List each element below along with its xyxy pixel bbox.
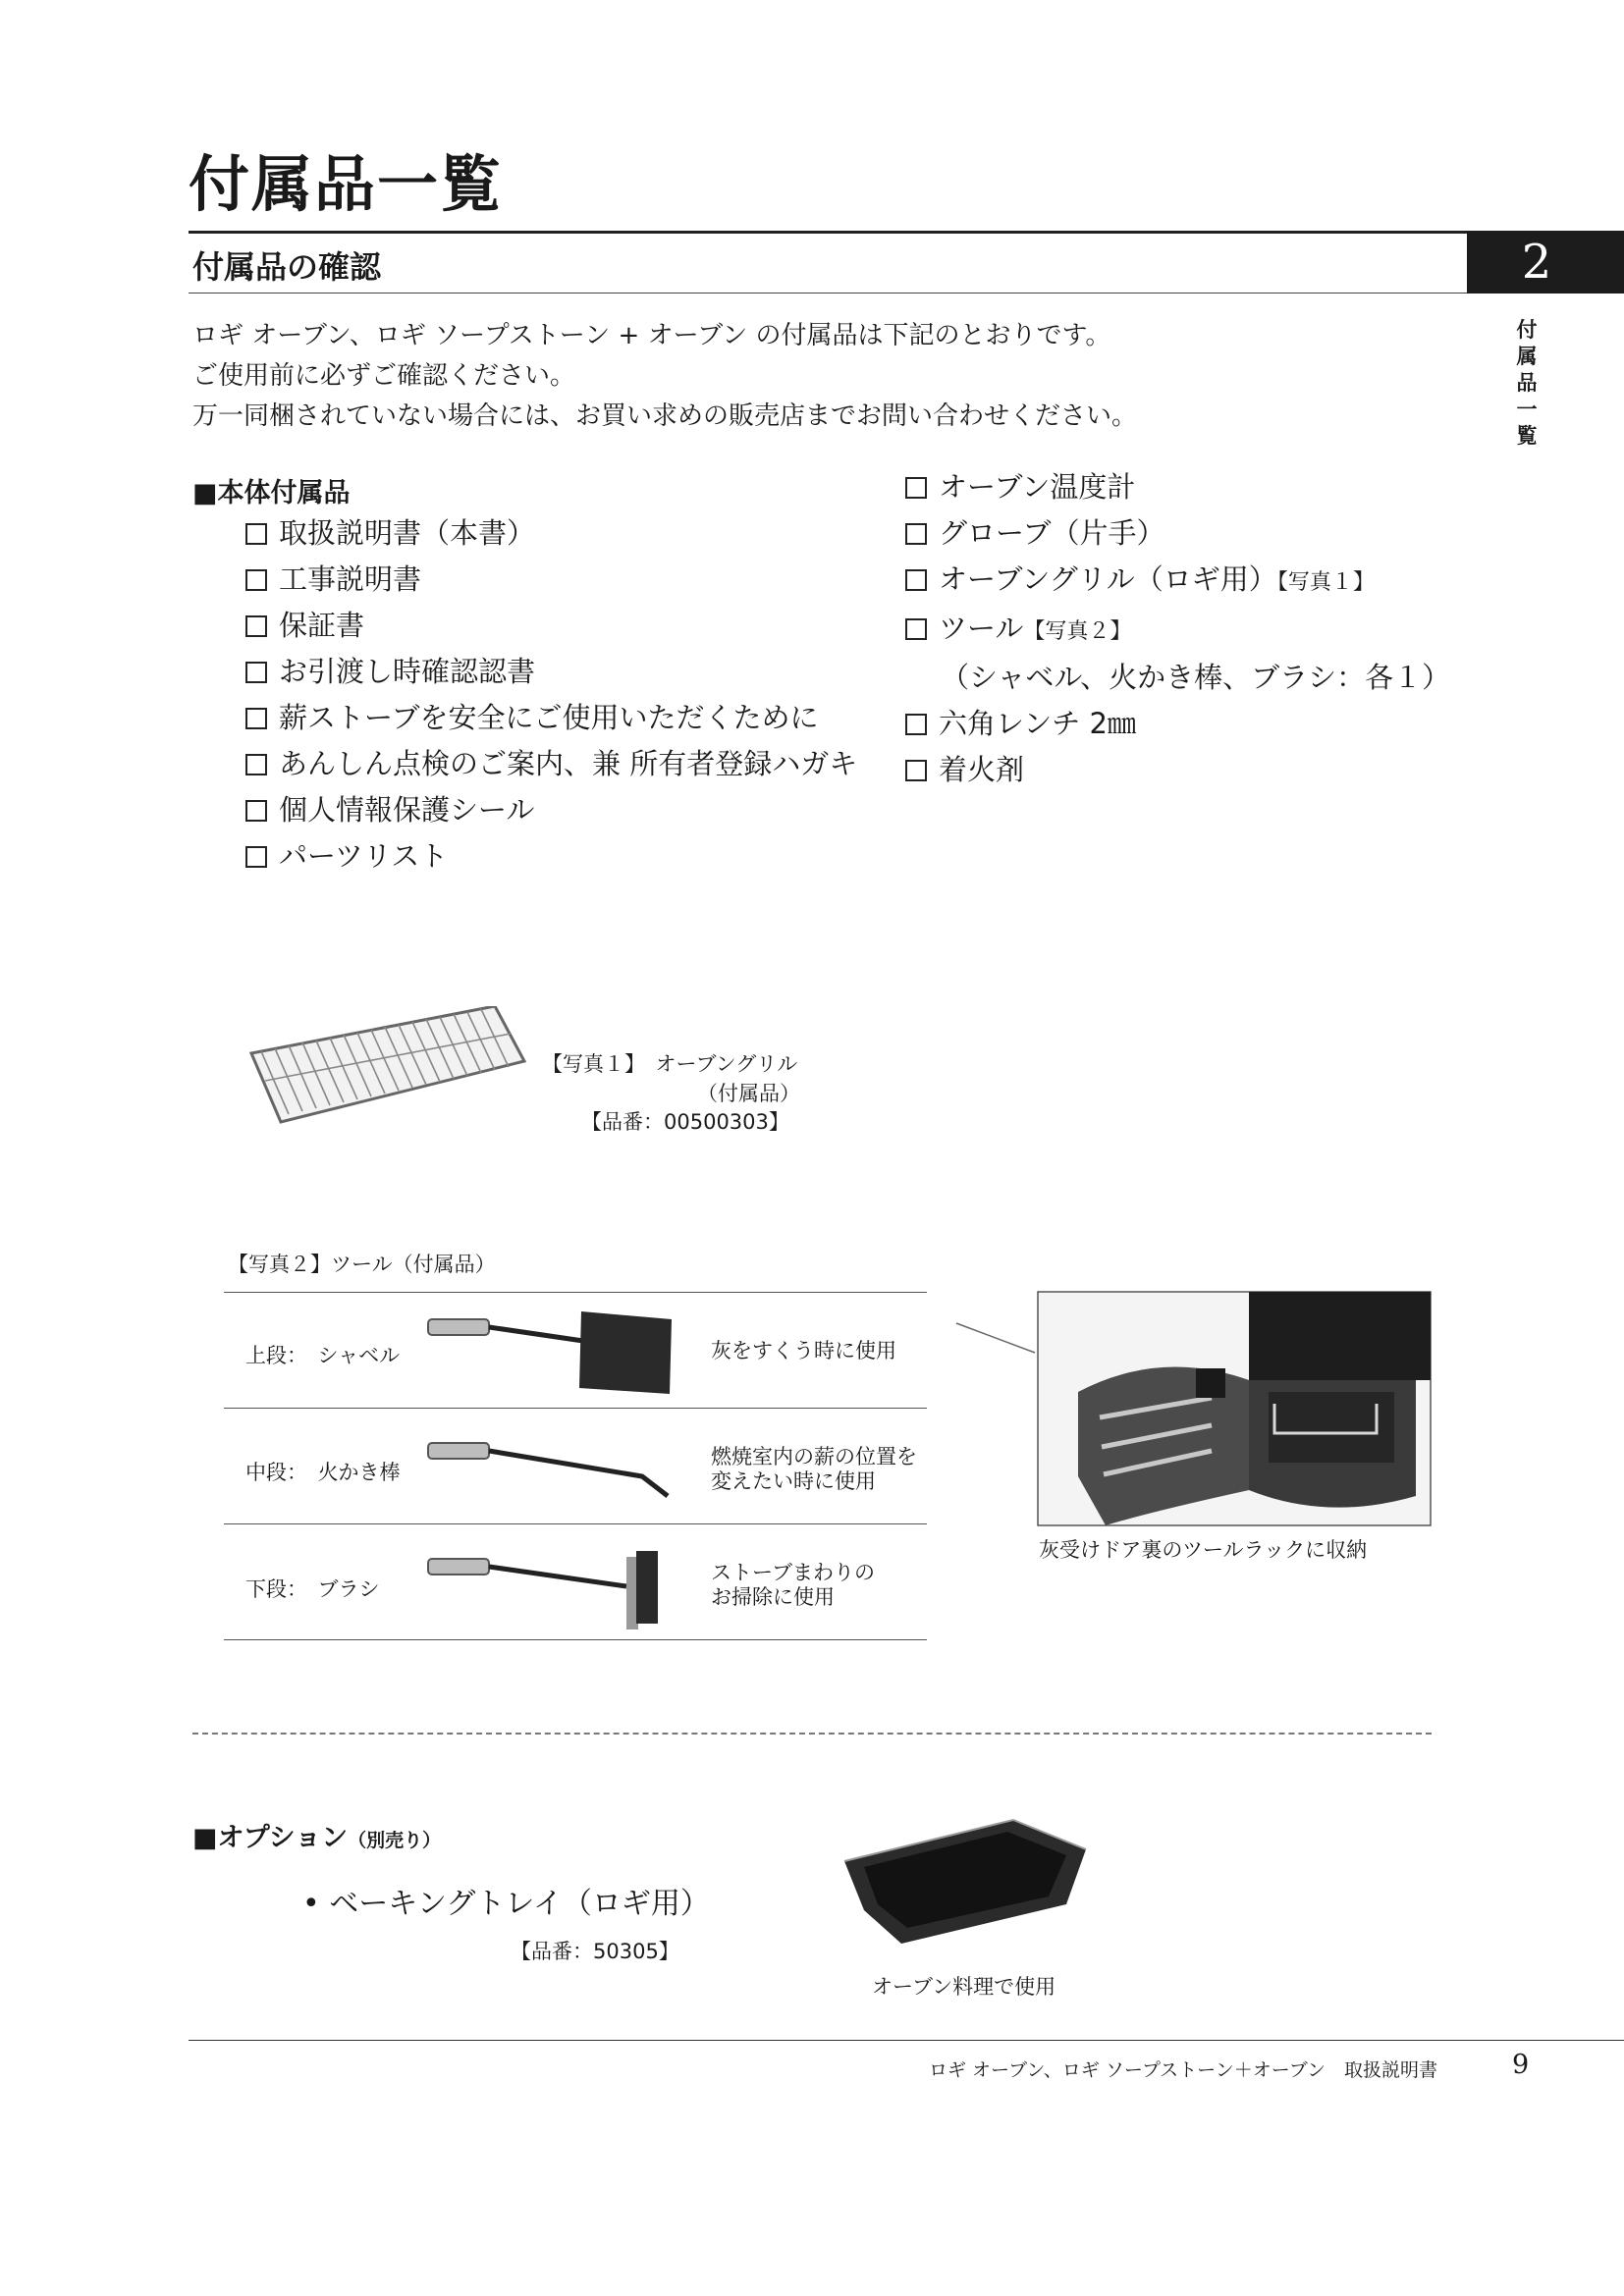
footer-text: ロギ オーブン、ロギ ソープストーン＋オーブン 取扱説明書 [929, 2059, 1438, 2081]
side-tab-char: 覧 [1516, 423, 1538, 448]
section-title: 付属品の確認 [192, 248, 382, 286]
main-accessories-heading: ■本体付属品 [192, 478, 351, 508]
page-title: 付属品一覧 [189, 148, 504, 220]
side-tab-char: 品 [1516, 370, 1538, 395]
list-item: あんしん点検のご案内、兼 所有者登録ハガキ [245, 741, 857, 787]
tool-use-poker: 燃焼室内の薪の位置を 変えたい時に使用 [711, 1445, 917, 1493]
checkbox-icon [245, 615, 267, 637]
brush-image [426, 1547, 672, 1635]
baking-tray-image [839, 1816, 1090, 1949]
tool-label-poker: 中段： 火かき棒 [245, 1461, 401, 1484]
list-item: 六角レンチ 2㎜ [905, 701, 1450, 747]
checkbox-icon [905, 569, 927, 591]
photo1-sub: （付属品） [697, 1082, 800, 1105]
intro-line: ロギ オーブン、ロギ ソープストーン + オーブン の付属品は下記のとおりです。 [192, 321, 1111, 350]
checkbox-icon [905, 760, 927, 781]
tool-rack-caption: 灰受けドア裏のツールラックに収納 [1039, 1538, 1368, 1562]
checkbox-icon [245, 754, 267, 775]
checkbox-icon [905, 618, 927, 640]
checkbox-icon [905, 714, 927, 735]
table-rule [224, 1408, 927, 1409]
poker-image [426, 1433, 681, 1502]
checkbox-icon [245, 523, 267, 545]
tool-use-shovel: 灰をすくう時に使用 [711, 1339, 896, 1362]
list-item: 工事説明書 [245, 557, 857, 603]
tool-label-shovel: 上段： シャベル [245, 1344, 401, 1367]
oven-grill-image [247, 1006, 527, 1134]
dashed-divider [192, 1733, 1432, 1735]
options-heading: ■オプション（別売り） [192, 1823, 442, 1853]
checkbox-icon [905, 477, 927, 499]
side-tab [1507, 316, 1546, 449]
photo2-caption: 【写真２】ツール（付属品） [228, 1253, 496, 1276]
accessory-list-right [905, 464, 1450, 793]
list-item: 取扱説明書（本書） [245, 510, 857, 557]
intro-text [192, 316, 1137, 437]
section-rule-bottom [189, 293, 1467, 294]
list-item: 着火剤 [905, 747, 1450, 793]
accessory-list-left [245, 510, 857, 880]
list-item-detail: （シャベル、火かき棒、ブラシ：各１） [941, 661, 1451, 694]
list-item: オーブン温度計 [905, 464, 1450, 510]
list-item: ツール【写真２】 [905, 606, 1450, 655]
table-rule [224, 1292, 927, 1293]
list-item: オーブングリル（ロギ用）【写真１】 [905, 557, 1450, 606]
tool-use-brush: ストーブまわりの お掃除に使用 [711, 1561, 875, 1609]
side-tab-char: 付 [1516, 317, 1538, 342]
checkbox-icon [245, 569, 267, 591]
list-item: 保証書 [245, 603, 857, 649]
checkbox-icon [245, 846, 267, 868]
list-item: パーツリスト [245, 833, 857, 880]
footer-rule [189, 2040, 1624, 2041]
photo1-part-no: 【品番：00500303】 [581, 1110, 789, 1134]
checkbox-icon [905, 523, 927, 545]
side-tab-char: 属 [1516, 344, 1538, 368]
checkbox-icon [245, 800, 267, 822]
chapter-number: 2 [1467, 231, 1624, 294]
list-item: 個人情報保護シール [245, 787, 857, 833]
intro-line: 万一同梱されていない場合には、お買い求めの販売店までお問い合わせください。 [192, 401, 1138, 431]
table-rule [224, 1523, 927, 1524]
tray-caption: オーブン料理で使用 [872, 1975, 1056, 1999]
checkbox-icon [245, 708, 267, 729]
list-item: お引渡し時確認認書 [245, 649, 857, 695]
list-item: 薪ストーブを安全にご使用いただくために [245, 695, 857, 741]
intro-line: ご使用前に必ずご確認ください。 [192, 361, 576, 391]
tool-label-brush: 下段： ブラシ [245, 1577, 380, 1601]
shovel-image [426, 1304, 679, 1398]
photo1-caption: 【写真１】 オーブングリル [542, 1052, 798, 1076]
section-rule-top [189, 231, 1624, 234]
side-tab-char: 一 [1516, 397, 1538, 421]
option-item: • ベーキングトレイ（ロギ用） [302, 1887, 710, 1921]
tool-rack-image [954, 1290, 1434, 1529]
bullet-icon: • [302, 1887, 320, 1921]
option-part-no: 【品番：50305】 [511, 1940, 679, 1963]
list-item: グローブ（片手） [905, 510, 1450, 557]
checkbox-icon [245, 662, 267, 683]
table-rule [224, 1639, 927, 1640]
page-number: 9 [1512, 2050, 1530, 2080]
